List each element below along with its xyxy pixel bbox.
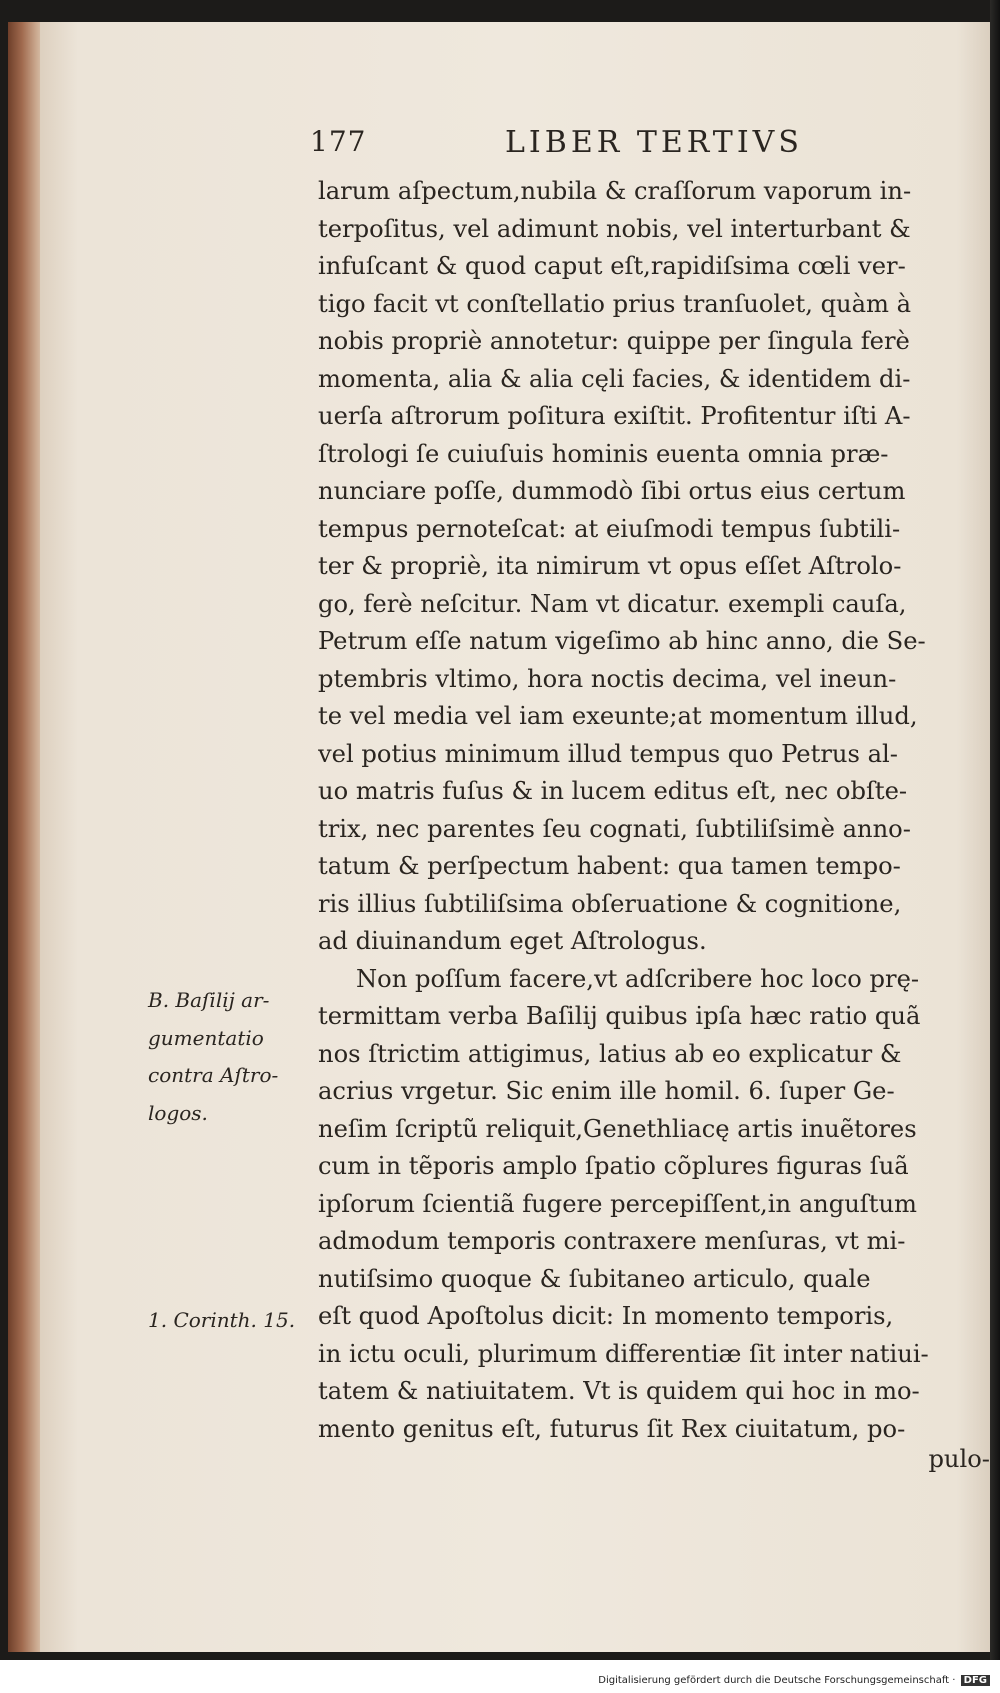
text-line: ad diuinandum eget Aſtrologus. xyxy=(318,927,707,955)
credit-text: Digitalisierung gefördert durch die Deutsche Forschungsgemeinschaft · xyxy=(598,1675,956,1686)
text-line: go, ferè neſcitur. Nam vt dicatur. exempli cauſa, xyxy=(318,589,907,618)
marginal-note-basil xyxy=(148,982,278,1132)
text-line-indented: Non poſſum facere,vt adſcribere hoc loco prę- xyxy=(356,964,920,993)
text-line: nos ſtrictim attigimus, latius ab eo explicatur & xyxy=(318,1039,902,1068)
text-line: tempus pernoteſcat: at eiuſmodi tempus ſubtili- xyxy=(318,514,901,543)
marginal-note-line: B. Baſilij ar- xyxy=(148,988,270,1012)
text-line: larum aſpectum,nubila & craſſorum vaporum in- xyxy=(318,177,912,205)
text-line: vel potius minimum illud tempus quo Petrus al- xyxy=(318,739,898,768)
marginal-note-corinthians xyxy=(148,1302,295,1340)
marginal-note-line: contra Aſtro- xyxy=(148,1063,279,1087)
catchword: pulo- xyxy=(928,1445,990,1473)
text-line: ipſorum ſcientiã fugere percepiſſent,in anguſtum xyxy=(318,1189,917,1218)
text-line: neſim ſcriptũ reliquit,Genethliacę artis inuẽtores xyxy=(318,1114,917,1143)
marginal-note-line: gumentatio xyxy=(148,1025,264,1050)
main-text xyxy=(318,173,998,1448)
text-line: acrius vrgetur. Sic enim ille homil. 6. ſuper Ge- xyxy=(318,1077,895,1105)
text-line: eſt quod Apoſtolus dicit: In momento temporis, xyxy=(318,1302,894,1330)
text-line: tatem & natiuitatem. Vt is quidem qui hoc in mo- xyxy=(318,1377,920,1405)
running-title: LIBER TERTIVS xyxy=(505,125,803,160)
text-line: ptembris vltimo, hora noctis decima, vel ineun- xyxy=(318,664,897,693)
page-number: 177 xyxy=(310,125,367,158)
text-line: terpoſitus, vel adimunt nobis, vel interturbant & xyxy=(318,214,911,243)
text-line: nunciare poſſe, dummodò ſibi ortus eius certum xyxy=(318,477,906,505)
text-line: nobis propriè annotetur: quippe per ſingula ferè xyxy=(318,327,910,355)
text-line: momenta, alia & alia cęli facies, & identidem di- xyxy=(318,364,911,393)
text-line: infuſcant & quod caput eſt,rapidiſsima cœli ver- xyxy=(318,252,906,280)
text-line: admodum temporis contraxere menſuras, vt mi- xyxy=(318,1227,906,1255)
text-line: mento genitus eſt, futurus ſit Rex ciuitatum, po- xyxy=(318,1414,906,1443)
text-line: termittam verba Baſilij quibus ipſa hæc ratio quã xyxy=(318,1002,921,1030)
text-line: trix, nec parentes ſeu cognati, ſubtiliſsimè anno- xyxy=(318,814,911,843)
digitization-credit xyxy=(598,1675,990,1686)
text-line: ris illius ſubtiliſsima obſeruatione & cognitione, xyxy=(318,889,902,918)
marginal-note-line: logos. xyxy=(148,1100,208,1125)
text-line: uo matris fuſus & in lucem editus eſt, nec obſte- xyxy=(318,777,908,805)
marginal-note-line: 1. Corinth. 15. xyxy=(148,1308,296,1332)
text-line: te vel media vel iam exeunte;at momentum illud, xyxy=(318,702,918,730)
text-line: tigo facit vt conſtellatio prius tranſuolet, quàm à xyxy=(318,289,912,318)
text-line: ter & propriè, ita nimirum vt opus eſſet Aſtrolo- xyxy=(318,552,902,580)
text-line: nutiſsimo quoque & ſubitaneo articulo, quale xyxy=(318,1264,871,1293)
text-line: ſtrologi ſe cuiuſuis hominis euenta omnia præ- xyxy=(318,439,889,468)
text-line: cum in tẽporis amplo ſpatio cõplures figuras ſuã xyxy=(318,1152,909,1180)
text-line: in ictu oculi, plurimum differentiæ ſit inter natiui- xyxy=(318,1339,929,1368)
dfg-logo: DFG xyxy=(961,1675,990,1686)
text-line: Petrum eſſe natum vigeſimo ab hinc anno, die Se- xyxy=(318,627,926,655)
text-line: tatum & perſpectum habent: qua tamen tempo- xyxy=(318,852,901,880)
text-line: uerſa aſtrorum poſitura exiſtit. Profitentur iſti A- xyxy=(318,402,911,430)
running-head xyxy=(0,125,1000,165)
